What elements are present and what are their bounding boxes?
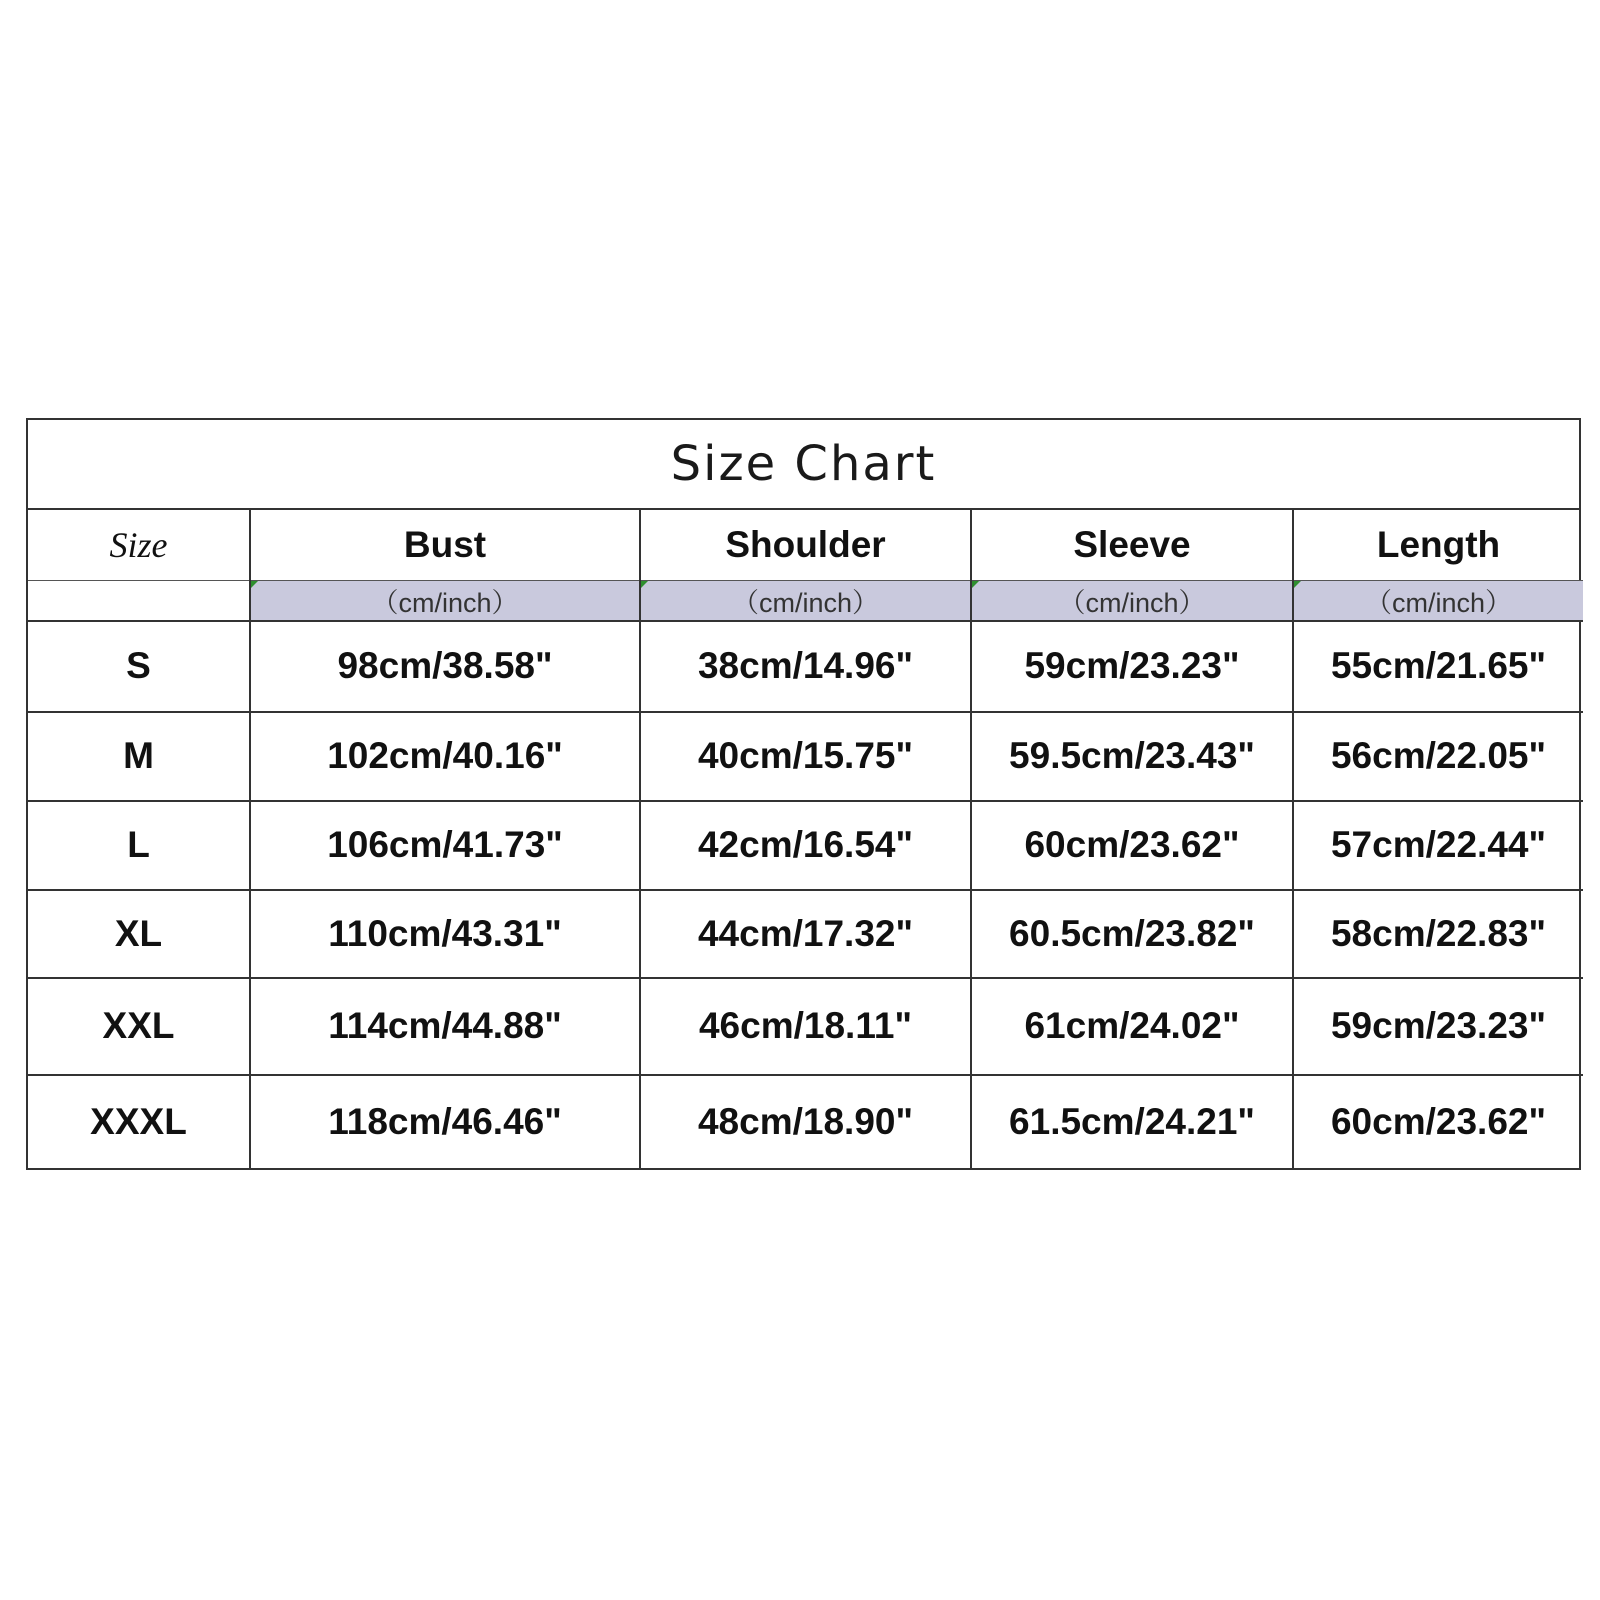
sleeve-column-header: Sleeve (971, 510, 1293, 580)
length-cell: 59cm/23.23" (1293, 978, 1583, 1075)
bust-cell: 98cm/38.58" (250, 621, 640, 712)
shoulder-unit-label: （cm/inch） (640, 580, 971, 621)
size-table (28, 510, 1583, 1169)
length-unit-label: （cm/inch） (1293, 580, 1583, 621)
size-column-header: Size (28, 510, 250, 580)
sleeve-cell: 60cm/23.62" (971, 801, 1293, 890)
shoulder-column-header: Shoulder (640, 510, 971, 580)
sleeve-cell: 61cm/24.02" (971, 978, 1293, 1075)
unit-cell-empty (28, 580, 250, 621)
header-row (28, 510, 1583, 580)
length-cell: 60cm/23.62" (1330, 1101, 1547, 1142)
table-row (28, 621, 1583, 712)
chart-title: Size Chart (670, 436, 937, 492)
size-chart (26, 418, 1581, 1170)
title-row (28, 420, 1579, 510)
shoulder-cell: 42cm/16.54" (640, 801, 971, 890)
bust-cell: 102cm/40.16" (250, 712, 640, 801)
size-cell: XL (28, 890, 250, 978)
length-column-header: Length (1293, 510, 1583, 580)
shoulder-cell: 48cm/18.90" (640, 1075, 971, 1169)
length-cell: 55cm/21.65" (1293, 621, 1583, 712)
unit-row (28, 580, 1583, 621)
size-cell: M (28, 712, 250, 801)
bust-cell: 114cm/44.88" (250, 978, 640, 1075)
bust-cell: 118cm/46.46" (250, 1075, 640, 1169)
shoulder-cell: 46cm/18.11" (640, 978, 971, 1075)
table-row (28, 890, 1583, 978)
length-cell: 56cm/22.05" (1293, 712, 1583, 801)
sleeve-cell: 59.5cm/23.43" (971, 712, 1293, 801)
sleeve-cell: 59cm/23.23" (971, 621, 1293, 712)
size-cell: XXXL (28, 1075, 250, 1169)
shoulder-cell: 40cm/15.75" (640, 712, 971, 801)
table-row (28, 801, 1583, 890)
size-cell: S (28, 621, 250, 712)
sleeve-cell: 60.5cm/23.82" (971, 890, 1293, 978)
table-row (28, 1075, 1583, 1169)
bust-cell: 106cm/41.73" (250, 801, 640, 890)
size-cell: L (28, 801, 250, 890)
sleeve-cell: 61.5cm/24.21" (971, 1075, 1293, 1169)
shoulder-cell: 44cm/17.32" (640, 890, 971, 978)
length-cell: 58cm/22.83" (1293, 890, 1583, 978)
bust-unit-label: （cm/inch） (250, 580, 640, 621)
sleeve-unit-label: （cm/inch） (971, 580, 1293, 621)
length-cell: 57cm/22.44" (1293, 801, 1583, 890)
shoulder-cell: 38cm/14.96" (640, 621, 971, 712)
size-cell: XXL (28, 978, 250, 1075)
bust-column-header: Bust (250, 510, 640, 580)
table-row (28, 978, 1583, 1075)
bust-cell: 110cm/43.31" (250, 890, 640, 978)
table-row (28, 712, 1583, 801)
